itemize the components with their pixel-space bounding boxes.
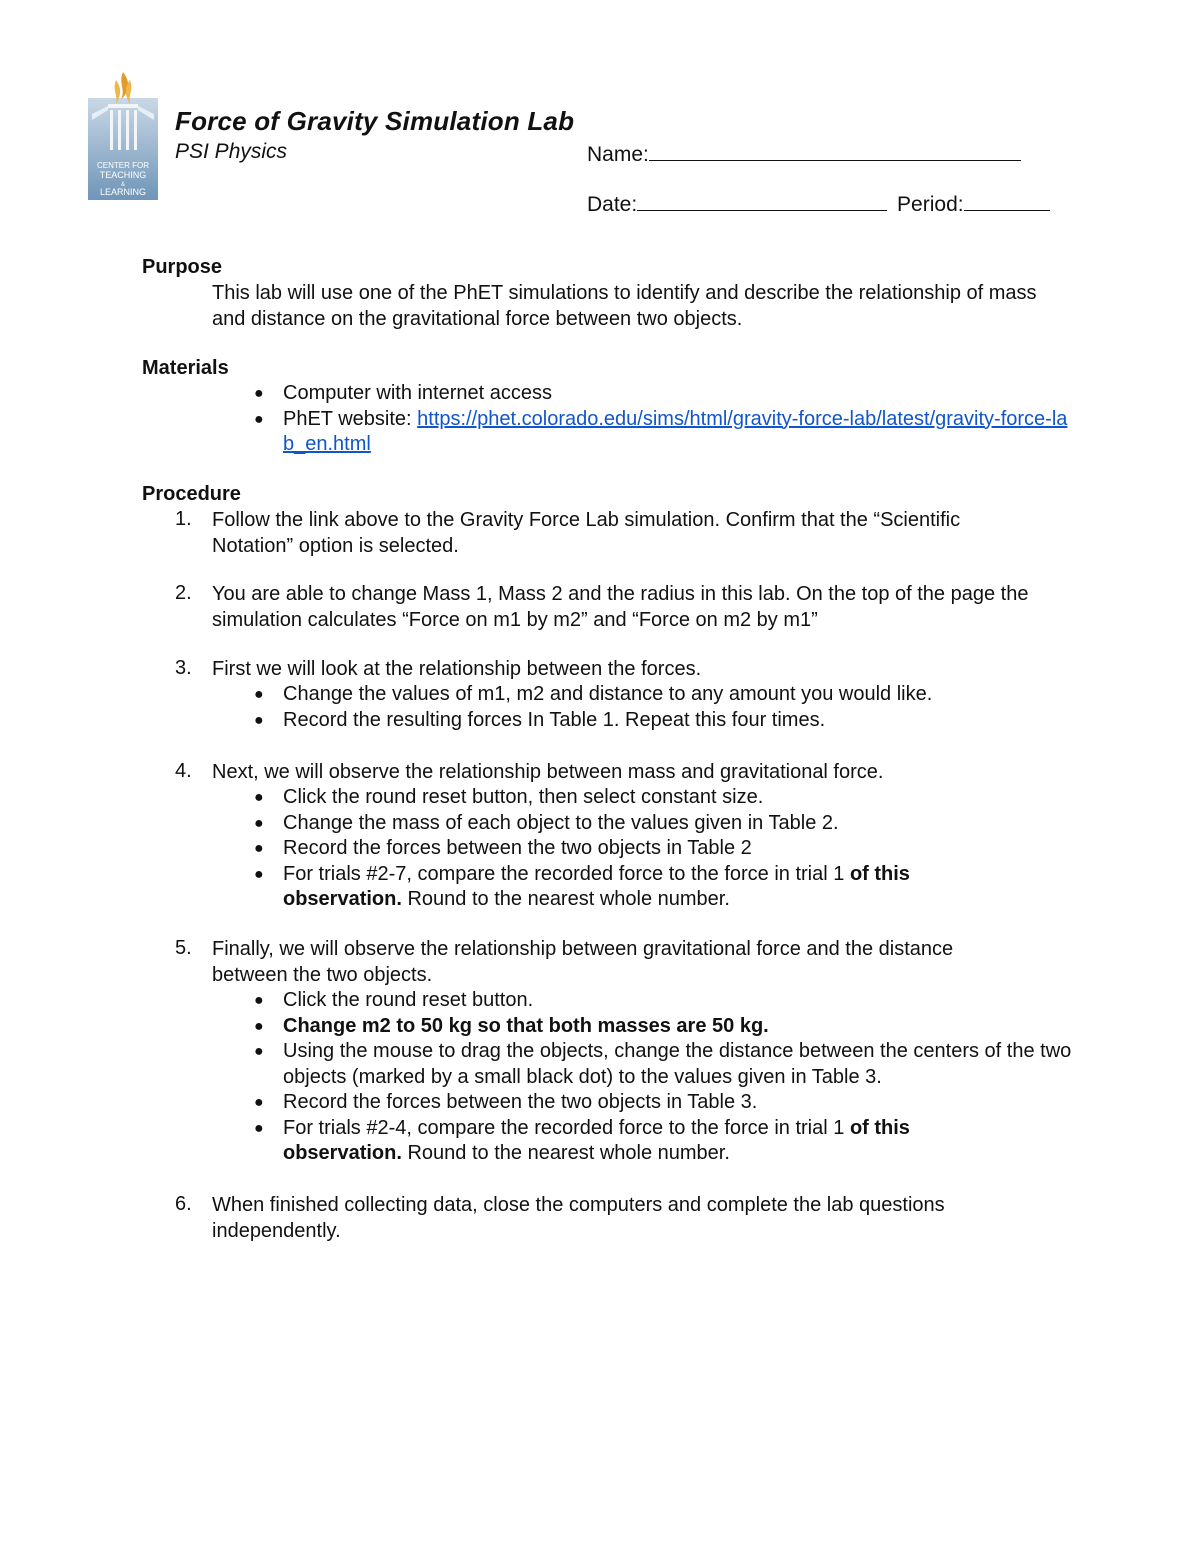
step-number: 4.: [175, 760, 192, 782]
name-label: Name:: [587, 143, 649, 166]
list-item: ● Record the forces between the two objects in Table 2: [283, 836, 983, 862]
step-number: 5.: [175, 937, 192, 959]
step-2-text: You are able to change Mass 1, Mass 2 and the radius in this lab. On the top of the page the simulation calculates “Force on m1 by m2” and “Force on m2 by m1”: [212, 583, 1029, 631]
name-blank[interactable]: [649, 140, 1021, 161]
step-1-text: Follow the link above to the Gravity Force Lab simulation. Confirm that the “Scientific Notation” option is selected.: [212, 509, 961, 557]
list-item: ● For trials #2-7, compare the recorded force to the force in trial 1 of this observation. Round to the nearest whole number.: [254, 862, 910, 910]
step-4-text: Next, we will observe the relationship between mass and gravitational force.: [212, 761, 884, 783]
bullet-icon: ●: [254, 385, 264, 402]
step-5-text: Finally, we will observe the relationship between gravitational force and the distance between the two objects.: [212, 938, 954, 986]
bullet-icon: ●: [254, 1119, 264, 1137]
step-3-text: First we will look at the relationship between the forces.: [212, 658, 702, 680]
list-item: ● Using the mouse to drag the objects, change the distance between the centers of the two objects (marked by a small black dot) to the values given in Table 3.: [254, 1040, 1072, 1088]
step-number: 3.: [175, 657, 192, 679]
step-number: 2.: [175, 582, 192, 604]
materials-list: [254, 381, 1073, 458]
bullet-icon: ●: [254, 1094, 264, 1111]
list-item: ● Computer with internet access: [283, 381, 1073, 407]
name-field: [587, 140, 1021, 167]
step-number: 1.: [175, 508, 192, 530]
date-blank[interactable]: [637, 190, 887, 211]
bullet-icon: ●: [254, 840, 264, 857]
document-subtitle: PSI Physics: [175, 140, 288, 163]
list-item: ● Change m2 to 50 kg so that both masses are 50 kg.: [283, 1014, 1073, 1040]
materials-heading: Materials: [142, 357, 229, 379]
step-number: 6.: [175, 1193, 192, 1215]
step-3-bullets: [254, 682, 1073, 733]
step-4-bullets: [254, 785, 983, 913]
period-blank[interactable]: [964, 190, 1050, 211]
step-5-bullets: [254, 988, 1073, 1167]
purpose-heading: Purpose: [142, 256, 223, 278]
bullet-icon: ●: [254, 686, 264, 703]
svg-text:LEARNING: LEARNING: [99, 187, 147, 197]
purpose-text: This lab will use one of the PhET simulations to identify and describe the relationship of mass and distance on the gravitational force between two objects.: [212, 282, 1037, 330]
step-6-text: When finished collecting data, close the computers and complete the lab questions independently.: [212, 1194, 945, 1242]
list-item: ● Record the forces between the two objects in Table 3.: [283, 1090, 1073, 1116]
bullet-icon: ●: [254, 789, 264, 806]
bullet-icon: ●: [254, 814, 264, 832]
bullet-icon: ●: [254, 1017, 264, 1035]
svg-text:TEACHING: TEACHING: [99, 170, 147, 180]
period-label: Period:: [897, 193, 964, 216]
svg-text:CENTER FOR: CENTER FOR: [97, 161, 149, 170]
bullet-icon: ●: [254, 711, 264, 729]
ctl-logo: [88, 70, 158, 200]
date-label: Date:: [587, 193, 638, 216]
list-item: ● Change the values of m1, m2 and distance to any amount you would like.: [283, 682, 1073, 708]
list-item: ● Click the round reset button, then select constant size.: [283, 785, 983, 811]
bullet-icon: ●: [254, 992, 264, 1009]
procedure-heading: Procedure: [142, 483, 241, 505]
bullet-icon: ●: [254, 410, 264, 428]
document-title: Force of Gravity Simulation Lab: [175, 106, 575, 136]
list-item: ● PhET website: https://phet.colorado.edu/sims/html/gravity-force-lab/latest/gravity-force-lab_en.html: [254, 407, 1068, 455]
bullet-icon: ●: [254, 1043, 264, 1060]
list-item: ● For trials #2-4, compare the recorded force to the force in trial 1 of this observation. Round to the nearest whole number.: [254, 1116, 910, 1164]
list-item: ● Record the resulting forces In Table 1. Repeat this four times.: [283, 708, 1073, 734]
phet-link[interactable]: https://phet.colorado.edu/sims/html/gravity-force-lab/latest/gravity-force-lab_en.html: [283, 407, 1068, 455]
list-item: ● Change the mass of each object to the values given in Table 2.: [283, 811, 983, 837]
svg-text:&: &: [120, 182, 126, 188]
list-item: ● Click the round reset button.: [283, 988, 1073, 1014]
date-field: [587, 190, 1050, 217]
bullet-icon: ●: [254, 865, 264, 883]
